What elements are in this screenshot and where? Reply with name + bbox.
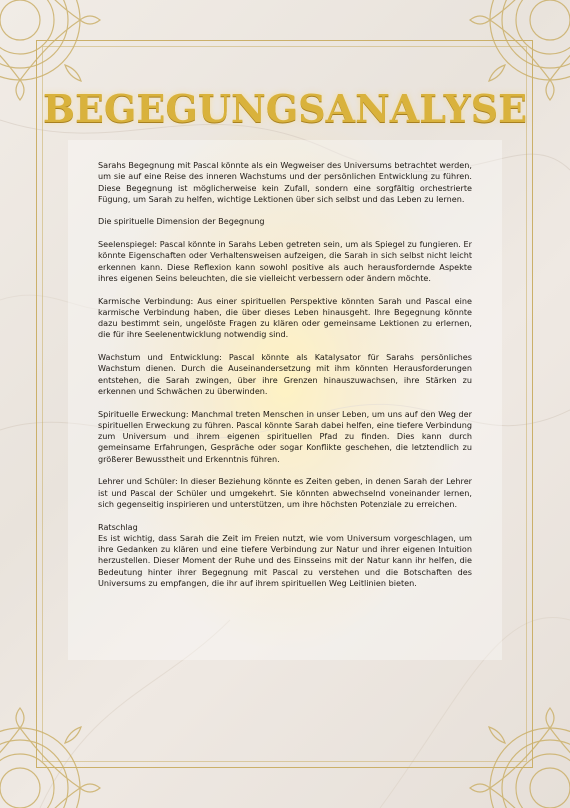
page-title: BEGEGUNGSANALYSE: [42, 86, 528, 131]
ratschlag-paragraph: Es ist wichtig, dass Sarah die Zeit im Freien nutzt, wie vom Universum vorgeschlagen, um ihre Gedanken zu klären und eine tiefere Verbindung zur Natur und ihrer eigenen Intuition herzustellen. Dieser Moment der Ruhe und des Einsseins mit der Natur kann ihr helfen, die Bedeutung hinter ihrer Begegnung mit Pascal zu verstehen und die Botschaften des Universums zu empfangen, die ihr auf ihrem spirituellen Weg Leitlinien bieten.: [98, 532, 472, 588]
section-heading: Die spirituelle Dimension der Begegnung: [98, 216, 265, 227]
wachstum-paragraph: Wachstum und Entwicklung: Pascal könnte als Katalysator für Sarahs persönliches Wachstum dienen. Durch die Auseinandersetzung mit ihm könnten Herausforderungen entstehen, die Sarah zwingen, über ihre Grenzen hinauszuwachsen, ihre Stärken zu erkennen und Schwächen zu überwinden.: [98, 352, 472, 396]
mandala-ornament-icon: [0, 678, 130, 808]
erweckung-paragraph: Spirituelle Erweckung: Manchmal treten Menschen in unser Leben, um uns auf den Weg der spirituellen Erweckung zu führen. Pascal könnte Sarah dabei helfen, eine tiefere Verbindung zum Universum und ihrem eigenen spirituellen Pfad zu finden. Dies kann durch gemeinsame Erfahrungen, Gespräche oder sogar Konflikte geschehen, die letztendlich zu größerer Bewusstheit und Erkenntnis führen.: [98, 408, 472, 464]
karmisch-paragraph: Karmische Verbindung: Aus einer spirituellen Perspektive könnten Sarah und Pascal eine karmische Verbindung haben, die über dieses Leben hinausgeht. Ihre Begegnung könnte dazu bestimmt sein, ungelöste Fragen zu klären oder gemeinsame Lektionen zu erlernen, die für ihre Seelenentwicklung notwendig sind.: [98, 295, 472, 340]
seelenspiegel-paragraph: Seelenspiegel: Pascal könnte in Sarahs Leben getreten sein, um als Spiegel zu fungieren. Er könnte Eigenschaften oder Verhaltensweisen aufzeigen, die Sarah in sich selbst nicht leicht erkennen kann. Diese Reflexion kann sowohl positive als auch herausfordernde Aspekte ihres eigenen Seins beleuchten, die sie vielleicht verbessern oder ändern möchte.: [98, 239, 472, 283]
intro-paragraph: Sarahs Begegnung mit Pascal könnte als ein Wegweiser des Universums betrachtet werden, um sie auf eine Reise des inneren Wachstums und der persönlichen Entwicklung zu führen. Diese Begegnung ist möglicherweise kein Zufall, sondern eine sorgfältig orchestrierte Fügung, um Sarah zu helfen, wichtige Lektionen über sich selbst und das Leben zu lernen.: [98, 160, 472, 204]
ratschlag-heading: Ratschlag: [98, 521, 138, 532]
analysis-body: [98, 160, 472, 601]
lehrer-paragraph: Lehrer und Schüler: In dieser Beziehung könnte es Zeiten geben, in denen Sarah der Lehrer ist und Pascal der Schüler und umgekehrt. Sie könnten abwechselnd voneinander lernen, sich gegenseitig inspirieren und unterstützen, um ihre höchsten Potenziale zu erreichen.: [98, 476, 472, 509]
mandala-ornament-icon: [440, 678, 570, 808]
